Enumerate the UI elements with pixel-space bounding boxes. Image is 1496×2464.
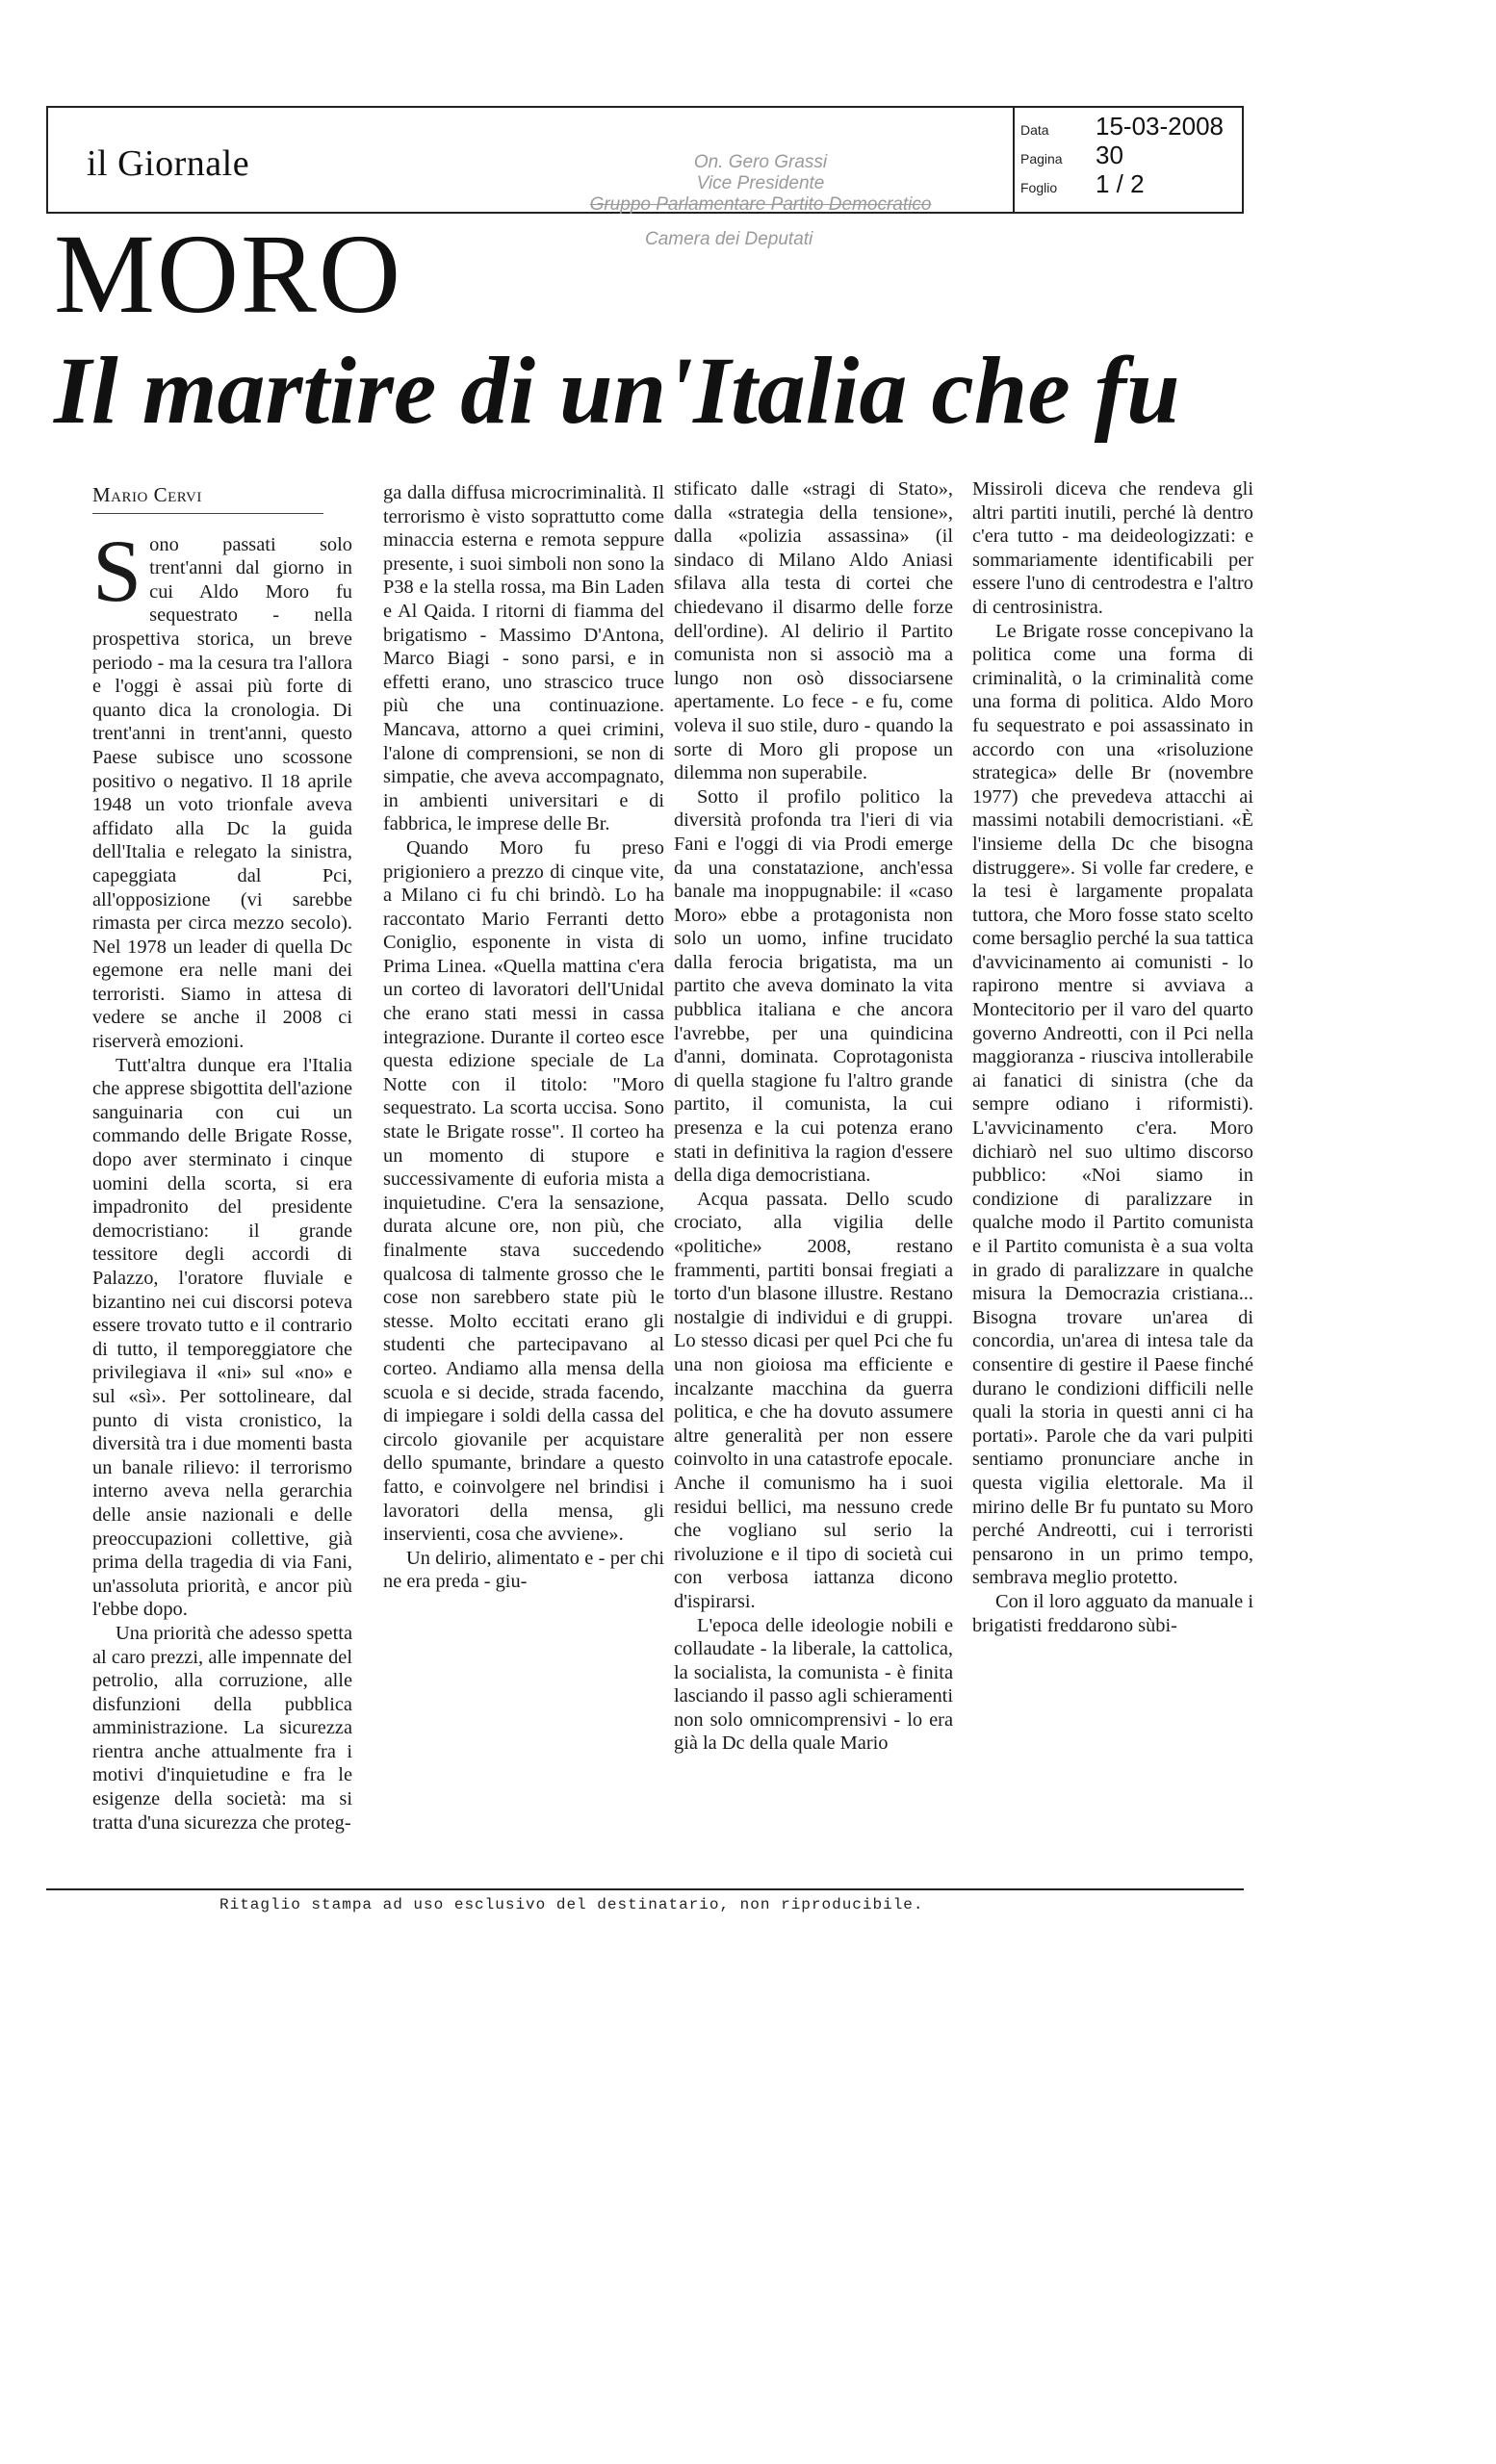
paragraph: Quando Moro fu preso prigioniero a prezzo di cinque vite, a Milano ci fu chi brindò. Lo ha raccontato Mario Ferranti detto Coniglio, esponente in vista di Prima Linea. «Quella mattina c'era un corteo di lavoratori dell'Unidal che erano stati messi in cassa integrazione. Durante il corteo esce questa edizione speciale de La Notte con il titolo: "Moro sequestrato. La scorta uccisa. Sono state le Brigate rosse". Il corteo ha un momento di stupore e successivamente di euforia mista a inquietudine. C'era la sensazione, durata alcune ore, non più, che finalmente stava succedendo qualcosa di talmente grosso che le cose non sarebbero state più le stesse. Molto eccitati erano gli studenti che partecipavano al corteo. Andiamo alla mensa della scuola e si decide, strada facendo, di impiegare i soldi della cassa del circolo giovanile per acquistare dello spumante, brindare a questo fatto, e coinvolgere nel brindisi i lavoratori della mensa, gli inservienti, cosa che avviene». [383, 836, 664, 1546]
article-column-4 [972, 477, 1253, 1637]
paragraph: Acqua passata. Dello scudo crociato, alla vigilia delle «politiche» 2008, restano frammenti, partiti bonsai fregiati a torto d'un blasone illustre. Restano nostalgie di individui e di gruppi. Lo stesso dicasi per quel Pci che fu una non gioiosa ma efficiente e incalzante macchina da guerra politica, e che ha dovuto assumere altre generalità per non essere coinvolto in una catastrofe epocale. Anche il comunismo ha i suoi residui bellici, ma nessuno crede che vogliano sul serio la rivoluzione e il tipo di società cui con verbosa iattanza dicono d'ispirarsi. [674, 1188, 953, 1612]
footer-notice: Ritaglio stampa ad uso esclusivo del destinatario, non riproducibile. [219, 1896, 924, 1913]
paragraph-text: ono passati solo trent'anni dal giorno in cui Aldo Moro fu sequestrato - nella prospettiva storica, un breve periodo - ma la cesura tra l'allora e l'oggi è assai più forte di quanto dica la cronologia. Di trent'anni in trent'anni, questo Paese subisce uno scossone positivo o negativo. Il 18 aprile 1948 un voto trionfale aveva affidato alla Dc la guida dell'Italia e relegato la sinistra, capeggiata dal Pci, all'opposizione (vi sarebbe rimasta per circa mezzo secolo). Nel 1978 un leader di quella Dc egemone era nelle mani dei terroristi. Siamo in attesa di vedere se anche il 2008 ci riserverà emozioni. [92, 533, 352, 1053]
meta-label: Data [1020, 122, 1049, 138]
header-divider [1013, 108, 1015, 212]
meta-value: 30 [1096, 141, 1123, 169]
paragraph: Le Brigate rosse concepivano la politica come una forma di criminalità, o la criminalità come una forma di politica. Aldo Moro fu sequestrato e poi assassinato in accordo con una «risoluzione strategica» delle Br (novembre 1977) che prevedeva attacchi ai massimi notabili democristiani. «È l'insieme della Dc che bisogna distruggere». Si volle far credere, e la tesi è largamente propalata tuttora, che Moro fosse stato scelto come bersaglio perché la sua tattica d'avvicinamento ai comunisti - lo rapirono mentre si avviava a Montecitorio per il varo del quarto governo Andreotti, con il Pci nella maggioranza - riusciva intollerabile ai fanatici di sinistra (che da sempre odiano i riformisti). L'avvicinamento c'era. Moro dichiarò nel suo ultimo discorso pubblico: «Noi siamo in condizione di paralizzare in qualche modo il Partito comunista e il Partito comunista è a sua volta in grado di paralizzare in qualche misura la Democrazia cristiana... Bisogna trovare un'area di concordia, un'area di intesa tale da consentire di gestire il Paese finché durano le condizioni difficili nelle quali la storia in questi anni ci ha portati». Parole che da vari pulpiti sentiamo pronunciare anche in questa vigilia elettorale. Ma il mirino delle Br fu puntato su Moro perché Andreotti, cui i terroristi pensarono in un primo tempo, sembrava meglio protetto. [972, 620, 1253, 1589]
paragraph: Sotto il profilo politico la diversità profonda tra l'ieri di via Fani e l'oggi di via Prodi emerge da una constatazione, anch'essa banale ma inoppugnabile: il «caso Moro» ebbe a protagonista non solo un uomo, infine trucidato dalla ferocia brigatista, ma un partito che aveva dominato la vita pubblica italiana e che ancora l'avrebbe, per una quindicina d'anni, dominata. Coprotagonista di quella stagione fu l'altro grande partito, il comunista, la cui presenza e la cui potenza erano stati in definitiva la ragion d'essere della diga democristiana. [674, 785, 953, 1187]
stamp-line: On. Gero Grassi [693, 152, 828, 172]
footer-rule [46, 1888, 1244, 1890]
meta-row-page [1020, 141, 1242, 169]
deputy-stamp [587, 152, 934, 216]
dropcap: S [92, 521, 142, 620]
clipping-meta [1020, 112, 1242, 198]
article-column-1 [92, 483, 352, 1835]
paragraph [92, 521, 352, 1054]
byline-rule [92, 513, 323, 514]
meta-row-date [1020, 112, 1242, 141]
stamp-line: Gruppo Parlamentare Partito Democratico [589, 194, 932, 215]
paragraph: Una priorità che adesso spetta al caro prezzi, alle impennate del petrolio, alla corruzione, alle disfunzioni della pubblica amministrazione. La sicurezza rientra anche attualmente fra i motivi d'inquietudine e fra le esigenze della società: ma si tratta d'una sicurezza che proteg- [92, 1622, 352, 1834]
paragraph: Tutt'altra dunque era l'Italia che apprese sbigottita dell'azione sanguinaria con cui un commando delle Brigate Rosse, dopo aver sterminato i cinque uomini della scorta, si era impadronito del presidente democristiano: il grande tessitore degli accordi di Palazzo, l'oratore fluviale e bizantino nei cui discorsi poteva essere trovato tutto e il contrario di tutto, il temporeggiatore che privilegiava il «ni» sul «no» e sul «sì». Per sottolineare, dal punto di vista cronistico, la diversità tra i due momenti basta un banale rilievo: il terrorismo interno aveva nella gerarchia delle ansie nazionali e delle preoccupazioni collettive, già prima della tragedia di via Fani, un'assoluta priorità, e ancor più l'ebbe dopo. [92, 1054, 352, 1621]
meta-label: Pagina [1020, 151, 1063, 167]
kicker: MORO [54, 211, 403, 337]
paragraph: Un delirio, alimentato e - per chi ne era preda - giu- [383, 1547, 664, 1593]
paragraph: stificato dalle «stragi di Stato», dalla «strategia della tensione», dalla «polizia assassina» (il sindaco di Milano Aldo Aniasi sfilava alla testa di cortei che chiedevano il disarmo delle forze dell'ordine). Al delirio il Partito comunista non si associò ma a lungo non osò dissociarsene apertamente. Lo fece - e fu, come voleva il suo stile, duro - quando la sorte di Moro gli propose un dilemma non superabile. [674, 478, 953, 784]
meta-value: 15-03-2008 [1096, 112, 1224, 141]
stamp-line: Camera dei Deputati [645, 229, 813, 249]
article-column-2 [383, 481, 664, 1594]
headline: Il martire di un'Italia che fu [54, 337, 1180, 444]
paragraph: L'epoca delle ideologie nobili e collaudate - la liberale, la cattolica, la socialista, la comunista - è finita lasciando il passo agli schieramenti non solo omnicomprensivi - lo era già la Dc della quale Mario [674, 1614, 953, 1755]
paragraph: Con il loro agguato da manuale i brigatisti freddarono sùbi- [972, 1590, 1253, 1636]
newspaper-name: il Giornale [87, 143, 250, 184]
meta-value: 1 / 2 [1096, 169, 1145, 198]
stamp-line: Vice Presidente [696, 173, 825, 193]
paragraph: ga dalla diffusa microcriminalità. Il terrorismo è visto soprattutto come minaccia esterna e remota seppure presente, i suoi simboli non sono la P38 e la stella rossa, ma Bin Laden e Al Qaida. I ritorni di fiamma del brigatismo - Massimo D'Antona, Marco Biagi - sono parsi, e in effetti erano, uno strascico truce più che una continuazione. Mancava, attorno a quei crimini, l'alone di comprensioni, se non di simpatie, che aveva accompagnato, in ambienti universitari e di fabbrica, le imprese delle Br. [383, 482, 664, 835]
byline: Mario Cervi [92, 483, 202, 506]
meta-label: Foglio [1020, 180, 1058, 195]
article-column-3 [674, 477, 953, 1756]
header-frame [46, 106, 1244, 214]
meta-row-sheet [1020, 169, 1242, 198]
paragraph: Missiroli diceva che rendeva gli altri partiti inutili, perché là dentro c'era tutto - ma deideologizzati: e sommariamente identificabili per essere l'uno di centrodestra e l'altro di centrosinistra. [972, 478, 1253, 618]
